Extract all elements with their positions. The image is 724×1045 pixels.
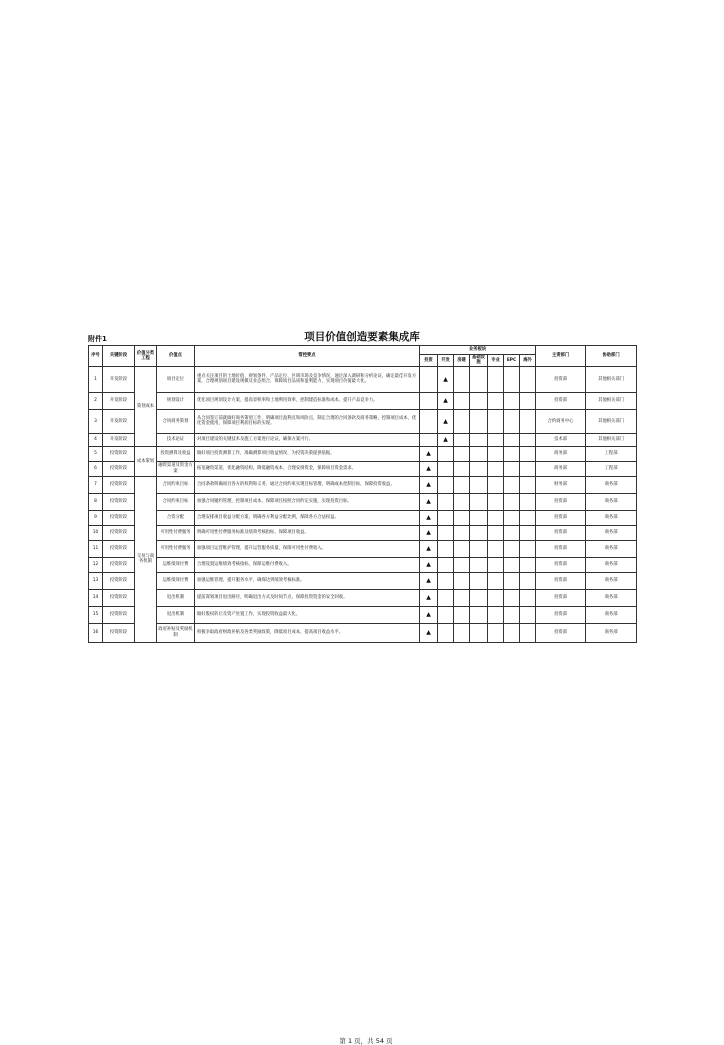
header-biz-col: 房建 xyxy=(454,355,470,367)
row-desc: 明确可用性付费服务标准及绩效考核指标，保障项目收益。 xyxy=(195,525,420,540)
row-business-mark: ▲ xyxy=(438,433,454,446)
row-business-mark: ▲ xyxy=(438,366,454,392)
row-business-mark xyxy=(454,476,470,493)
row-element: 投资测算及收益 xyxy=(157,446,195,461)
row-no: 7 xyxy=(89,476,103,493)
row-business-mark xyxy=(504,409,520,433)
table-row xyxy=(89,493,637,510)
row-business-mark xyxy=(420,392,438,409)
row-business-mark xyxy=(454,572,470,589)
header-dept: 主责部门 xyxy=(536,346,586,367)
row-stage: 投资阶段 xyxy=(103,572,135,589)
header-biz-col: 专业 xyxy=(488,355,504,367)
row-business-mark xyxy=(488,446,504,461)
row-business-mark xyxy=(470,572,488,589)
row-business-mark xyxy=(454,409,470,433)
row-no: 10 xyxy=(89,525,103,540)
row-business-mark xyxy=(438,623,454,642)
row-business-mark xyxy=(520,540,536,557)
row-business-mark xyxy=(438,446,454,461)
row-business-mark: ▲ xyxy=(420,557,438,572)
row-no: 14 xyxy=(89,589,103,606)
row-business-mark xyxy=(454,433,470,446)
row-business-mark xyxy=(504,589,520,606)
row-business-mark xyxy=(438,525,454,540)
row-assist: 商务部 xyxy=(586,606,637,623)
row-desc: 合理设置运维绩效考核指标，保障运维付费收入。 xyxy=(195,557,420,572)
row-business-mark: ▲ xyxy=(420,606,438,623)
row-assist: 工程部 xyxy=(586,461,637,476)
table-row xyxy=(89,510,637,525)
row-element: 融资渠道及资金方案 xyxy=(157,461,195,476)
row-business-mark xyxy=(488,392,504,409)
row-business-mark xyxy=(454,623,470,642)
row-business-mark xyxy=(504,540,520,557)
row-business-mark xyxy=(520,525,536,540)
row-business-mark: ▲ xyxy=(420,493,438,510)
row-business-mark xyxy=(470,589,488,606)
row-business-mark xyxy=(504,461,520,476)
table-row xyxy=(89,623,637,642)
row-business-mark xyxy=(438,606,454,623)
row-business-mark xyxy=(438,572,454,589)
row-business-mark: ▲ xyxy=(420,589,438,606)
row-element: 运维绩效付费 xyxy=(157,572,195,589)
row-business-mark xyxy=(454,525,470,540)
row-business-mark xyxy=(438,461,454,476)
row-desc: 从合同签订前就做好商务策划工作，明确项目盈利点和风险点，制定合理的合同条款及商务策略，控制项目成本，优化资金使用，保障项目利润目标的实现。 xyxy=(195,409,420,433)
row-business-mark xyxy=(520,572,536,589)
header-work: 价值分类工程 xyxy=(135,346,157,367)
row-desc: 优化项目规划设计方案，提高容积率和土地利用效率，控制建造标准和成本，提升产品竞争力。 xyxy=(195,392,420,409)
row-stage: 投资阶段 xyxy=(103,476,135,493)
table-row xyxy=(89,366,637,392)
row-business-mark: ▲ xyxy=(420,461,438,476)
row-assist: 商务部 xyxy=(586,557,637,572)
row-dept: 商务部 xyxy=(536,461,586,476)
row-business-mark xyxy=(470,461,488,476)
row-business-mark xyxy=(504,623,520,642)
row-desc: 对项目建设的关键技术及施工方案进行论证，确保方案可行。 xyxy=(195,433,420,446)
row-desc: 拓宽融资渠道，优化融资结构，降低融资成本，合理安排资金，保障项目资金需求。 xyxy=(195,461,420,476)
row-business-mark xyxy=(488,623,504,642)
row-business-mark: ▲ xyxy=(420,510,438,525)
row-business-mark xyxy=(420,366,438,392)
row-business-mark xyxy=(504,557,520,572)
row-business-mark xyxy=(520,476,536,493)
row-dept: 投资部 xyxy=(536,540,586,557)
page-title: 项目价值创造要素集成库 xyxy=(304,331,420,343)
table-row xyxy=(89,525,637,540)
row-element: 政府补贴及奖励机制 xyxy=(157,623,195,642)
row-stage: 投资阶段 xyxy=(103,446,135,461)
row-business-mark xyxy=(438,557,454,572)
row-element: 技术论证 xyxy=(157,433,195,446)
row-desc: 合理安排项目收益分配方案，明确各方利益分配比例，保障各方合法权益。 xyxy=(195,510,420,525)
row-business-mark xyxy=(488,525,504,540)
row-stage: 投资阶段 xyxy=(103,525,135,540)
row-work-group: 策划成本 xyxy=(135,366,157,446)
row-business-mark xyxy=(470,392,488,409)
row-business-mark xyxy=(470,525,488,540)
row-business-mark xyxy=(454,493,470,510)
row-business-mark xyxy=(454,589,470,606)
row-stage: 投资阶段 xyxy=(103,540,135,557)
row-business-mark xyxy=(454,446,470,461)
row-assist: 其他相关部门 xyxy=(586,392,637,409)
attachment-label: 附件1 xyxy=(88,335,107,343)
header-assist: 协助部门 xyxy=(586,346,637,367)
row-stage: 投资阶段 xyxy=(103,623,135,642)
row-no: 8 xyxy=(89,493,103,510)
row-desc: 加强合同履约管理，控制项目成本，保障项目按照合同约定实施，实现投资目标。 xyxy=(195,493,420,510)
row-business-mark xyxy=(470,623,488,642)
row-element: 合同约束目标 xyxy=(157,493,195,510)
row-dept: 合约商务中心 xyxy=(536,409,586,433)
row-no: 13 xyxy=(89,572,103,589)
row-business-mark xyxy=(520,409,536,433)
row-business-mark xyxy=(520,623,536,642)
row-business-mark: ▲ xyxy=(420,623,438,642)
row-stage: 投资阶段 xyxy=(103,461,135,476)
row-element: 退出机制 xyxy=(157,606,195,623)
row-business-mark xyxy=(488,409,504,433)
row-desc: 积极争取政府财政补贴及各类奖励政策，降低项目成本，提高项目收益水平。 xyxy=(195,623,420,642)
row-business-mark: ▲ xyxy=(438,409,454,433)
row-business-mark xyxy=(438,476,454,493)
table-row xyxy=(89,572,637,589)
row-business-mark xyxy=(488,493,504,510)
row-business-mark xyxy=(454,606,470,623)
table-row xyxy=(89,409,637,433)
row-dept: 技术部 xyxy=(536,433,586,446)
table-row xyxy=(89,433,637,446)
row-no: 3 xyxy=(89,409,103,433)
row-business-mark xyxy=(520,461,536,476)
header-biz-col: 基础设施 xyxy=(470,355,488,367)
row-business-mark xyxy=(520,433,536,446)
row-business-mark xyxy=(488,476,504,493)
row-business-mark xyxy=(520,366,536,392)
table-row xyxy=(89,446,637,461)
row-business-mark xyxy=(488,557,504,572)
row-business-mark xyxy=(504,433,520,446)
row-element: 规划设计 xyxy=(157,392,195,409)
table-row xyxy=(89,461,637,476)
row-desc: 做好股权转让及资产处置工作，实现投资收益最大化。 xyxy=(195,606,420,623)
row-stage: 开发阶段 xyxy=(103,409,135,433)
row-desc: 加强项目运营维护管理，提升运营服务质量，保障可用性付费收入。 xyxy=(195,540,420,557)
header-biz-col: 投资 xyxy=(420,355,438,367)
row-assist: 商务部 xyxy=(586,493,637,510)
row-no: 15 xyxy=(89,606,103,623)
table-row xyxy=(89,606,637,623)
row-assist: 商务部 xyxy=(586,623,637,642)
row-dept: 投资部 xyxy=(536,557,586,572)
row-desc: 加强运维管理，提升服务水平，确保达到绩效考核标准。 xyxy=(195,572,420,589)
row-business-mark: ▲ xyxy=(420,446,438,461)
row-business-mark xyxy=(488,461,504,476)
row-assist: 其他相关部门 xyxy=(586,409,637,433)
row-business-mark xyxy=(520,392,536,409)
header-biz-col: 海外 xyxy=(520,355,536,367)
row-business-mark xyxy=(438,493,454,510)
row-assist: 其他相关部门 xyxy=(586,433,637,446)
row-business-mark xyxy=(520,557,536,572)
row-business-mark xyxy=(504,572,520,589)
row-business-mark xyxy=(488,510,504,525)
row-dept: 投资部 xyxy=(536,525,586,540)
row-business-mark xyxy=(438,510,454,525)
table-row xyxy=(89,540,637,557)
row-business-mark xyxy=(454,557,470,572)
row-element: 可用性付费服务 xyxy=(157,525,195,540)
row-business-mark xyxy=(454,366,470,392)
header-element: 价值点 xyxy=(157,346,195,367)
row-business-mark xyxy=(454,392,470,409)
row-dept: 投资部 xyxy=(536,493,586,510)
table-row xyxy=(89,392,637,409)
row-business-mark xyxy=(520,493,536,510)
row-stage: 投资阶段 xyxy=(103,589,135,606)
row-dept: 投资部 xyxy=(536,510,586,525)
row-desc: 重点关注项目的土地价值、规划条件、产品定位、区域市场及竞争情况，通过深入调研和分析论证，确定最佳开发方案，合理规划项目建设规模及业态组合，保障项目品质和盈利能力，实现项目价值最大化。 xyxy=(195,366,420,392)
row-dept: 投资部 xyxy=(536,623,586,642)
row-stage: 投资阶段 xyxy=(103,557,135,572)
row-stage: 投资阶段 xyxy=(103,510,135,525)
row-business-mark xyxy=(520,606,536,623)
row-assist: 商务部 xyxy=(586,476,637,493)
row-business-mark: ▲ xyxy=(420,572,438,589)
row-no: 1 xyxy=(89,366,103,392)
row-business-mark xyxy=(488,366,504,392)
header-no: 序号 xyxy=(89,346,103,367)
row-assist: 其他相关部门 xyxy=(586,366,637,392)
row-business-mark xyxy=(504,366,520,392)
row-business-mark xyxy=(504,392,520,409)
table-row xyxy=(89,557,637,572)
row-assist: 商务部 xyxy=(586,510,637,525)
row-business-mark xyxy=(470,557,488,572)
row-business-mark xyxy=(488,540,504,557)
row-business-mark: ▲ xyxy=(438,392,454,409)
row-business-mark xyxy=(454,540,470,557)
row-business-mark xyxy=(488,433,504,446)
row-stage: 开发阶段 xyxy=(103,392,135,409)
row-no: 16 xyxy=(89,623,103,642)
row-assist: 商务部 xyxy=(586,572,637,589)
row-desc: 提前谋划项目退出路径，明确退出方式及时间节点，保障投资资金的安全回收。 xyxy=(195,589,420,606)
row-business-mark xyxy=(488,589,504,606)
row-business-mark xyxy=(470,409,488,433)
row-business-mark: ▲ xyxy=(420,540,438,557)
header-desc: 管控要点 xyxy=(195,346,420,367)
row-business-mark xyxy=(470,366,488,392)
row-business-mark xyxy=(438,540,454,557)
element-table xyxy=(88,345,637,643)
row-element: 合同约束目标 xyxy=(157,476,195,493)
row-business-mark xyxy=(470,606,488,623)
row-work-group: 成本策划 xyxy=(135,446,157,476)
row-assist: 工程部 xyxy=(586,446,637,461)
row-business-mark xyxy=(470,446,488,461)
row-assist: 商务部 xyxy=(586,589,637,606)
row-no: 6 xyxy=(89,461,103,476)
row-dept: 投资部 xyxy=(536,589,586,606)
row-business-mark xyxy=(488,606,504,623)
row-business-mark xyxy=(520,589,536,606)
row-business-mark xyxy=(520,510,536,525)
row-dept: 投资部 xyxy=(536,392,586,409)
table-row xyxy=(89,476,637,493)
row-desc: 做好项目投资测算工作，准确测算项目收益情况，为投资决策提供依据。 xyxy=(195,446,420,461)
row-stage: 投资阶段 xyxy=(103,606,135,623)
row-stage: 投资阶段 xyxy=(103,493,135,510)
row-no: 4 xyxy=(89,433,103,446)
row-stage: 开发阶段 xyxy=(103,366,135,392)
header-business: 业务板块 xyxy=(420,346,536,355)
row-business-mark xyxy=(504,525,520,540)
header-stage: 关键阶段 xyxy=(103,346,135,367)
row-dept: 投资部 xyxy=(536,606,586,623)
row-dept: 投资部 xyxy=(536,572,586,589)
row-business-mark xyxy=(454,461,470,476)
row-element: 合资分配 xyxy=(157,510,195,525)
table-row xyxy=(89,589,637,606)
row-no: 9 xyxy=(89,510,103,525)
row-work-group: 交易与商务机制 xyxy=(135,476,157,642)
header-biz-col: 开发 xyxy=(438,355,454,367)
table-body xyxy=(89,366,637,642)
row-no: 12 xyxy=(89,557,103,572)
row-assist: 商务部 xyxy=(586,540,637,557)
row-business-mark xyxy=(470,433,488,446)
row-business-mark xyxy=(504,493,520,510)
row-desc: 合同条款明确项目各方的权利和义务，通过合同约束实现目标管理，明确成本控制目标，保障投资收益。 xyxy=(195,476,420,493)
row-business-mark xyxy=(470,493,488,510)
row-no: 5 xyxy=(89,446,103,461)
row-business-mark xyxy=(520,446,536,461)
row-no: 11 xyxy=(89,540,103,557)
page-footer: 第 1 页，共 54 页 xyxy=(339,1037,393,1045)
row-element: 项目定位 xyxy=(157,366,195,392)
row-business-mark xyxy=(438,589,454,606)
row-business-mark xyxy=(470,510,488,525)
row-dept: 财务部 xyxy=(536,476,586,493)
row-no: 2 xyxy=(89,392,103,409)
row-business-mark xyxy=(454,510,470,525)
row-assist: 商务部 xyxy=(586,525,637,540)
row-element: 退出机制 xyxy=(157,589,195,606)
row-business-mark xyxy=(504,446,520,461)
row-business-mark xyxy=(504,476,520,493)
row-dept: 投资部 xyxy=(536,366,586,392)
header-biz-col: EPC xyxy=(504,355,520,367)
row-business-mark xyxy=(488,572,504,589)
row-element: 可用性付费服务 xyxy=(157,540,195,557)
row-business-mark xyxy=(420,409,438,433)
row-business-mark: ▲ xyxy=(420,525,438,540)
row-dept: 商务部 xyxy=(536,446,586,461)
row-stage: 开发阶段 xyxy=(103,433,135,446)
row-element: 运维绩效付费 xyxy=(157,557,195,572)
row-element: 合同商务策划 xyxy=(157,409,195,433)
row-business-mark: ▲ xyxy=(420,476,438,493)
row-business-mark xyxy=(504,606,520,623)
row-business-mark xyxy=(504,510,520,525)
row-business-mark xyxy=(470,540,488,557)
document-page xyxy=(88,330,636,1045)
row-business-mark xyxy=(420,433,438,446)
row-business-mark xyxy=(470,476,488,493)
